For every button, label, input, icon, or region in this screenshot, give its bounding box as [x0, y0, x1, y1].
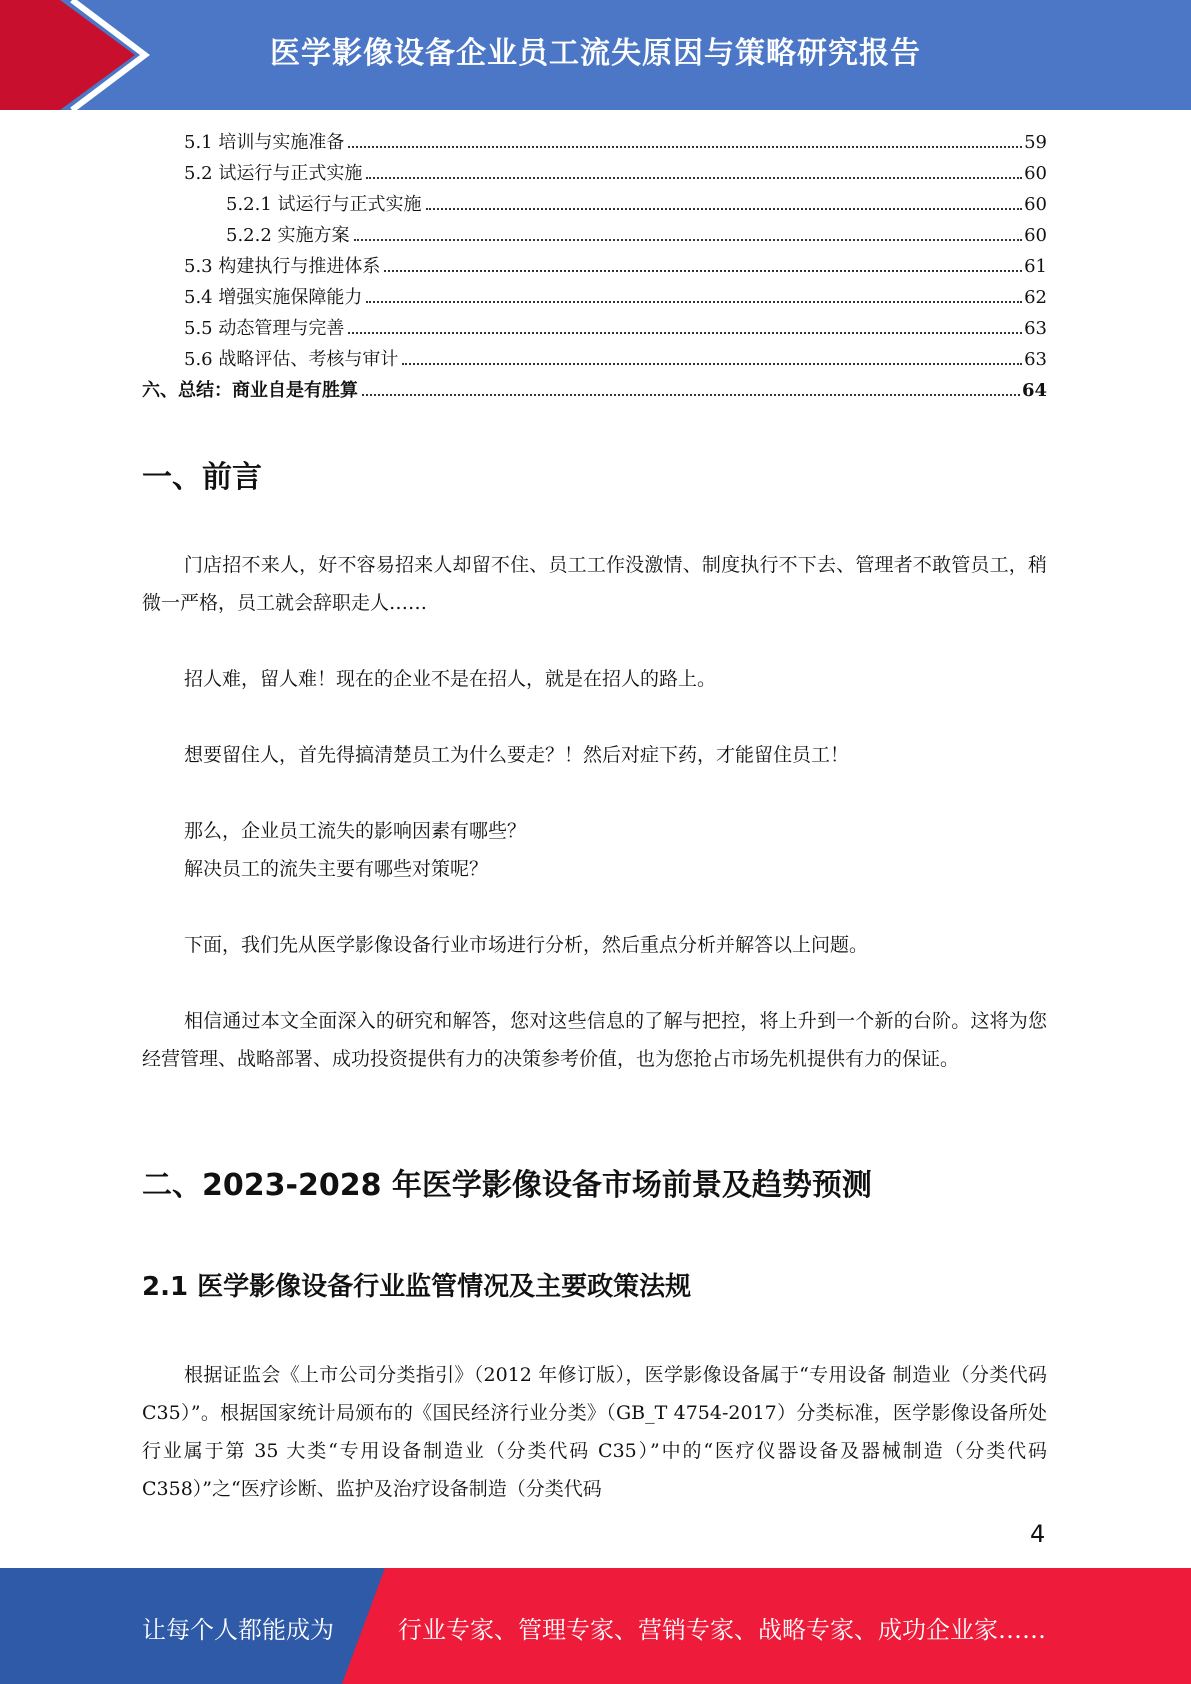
section-heading: 一、前言 — [142, 460, 262, 495]
table-of-contents — [142, 128, 1047, 407]
toc-entry[interactable]: 5.3 构建执行与推进体系 61 — [184, 256, 1047, 277]
page-number: 4 — [1030, 1520, 1046, 1548]
footer-slogan-right: 行业专家、管理专家、营销专家、战略专家、成功企业家…… — [398, 1616, 1046, 1644]
footer-slogan-left: 让每个人都能成为 — [142, 1616, 334, 1644]
toc-entry[interactable]: 5.6 战略评估、考核与审计 63 — [184, 349, 1047, 370]
section-heading: 二、2023-2028 年医学影像设备市场前景及趋势预测 — [142, 1168, 872, 1203]
paragraph: 相信通过本文全面深入的研究和解答，您对这些信息的了解与把控，将上升到一个新的台阶。这将为您经营管理、战略部署、成功投资提供有力的决策参考价值，也为您抢占市场先机提供有力的保证。 — [142, 1010, 1047, 1070]
toc-entry[interactable]: 5.2.1 试运行与正式实施 60 — [226, 194, 1047, 215]
toc-entry[interactable]: 六、总结：商业自是有胜算 64 — [142, 380, 1047, 401]
toc-entry[interactable]: 5.2 试运行与正式实施 60 — [184, 163, 1047, 184]
page-header — [0, 0, 1191, 110]
page-footer — [0, 1568, 1191, 1684]
header-arrow-decoration — [0, 0, 160, 110]
header-title: 医学影像设备企业员工流失原因与策略研究报告 — [270, 36, 921, 71]
paragraph: 想要留住人，首先得搞清楚员工为什么要走？！然后对症下药，才能留住员工！ — [184, 744, 850, 766]
paragraph: 招人难，留人难！现在的企业不是在招人，就是在招人的路上。 — [184, 668, 717, 690]
toc-entry[interactable]: 5.4 增强实施保障能力 62 — [184, 287, 1047, 308]
toc-entry[interactable]: 5.5 动态管理与完善 63 — [184, 318, 1047, 339]
toc-entry[interactable]: 5.2.2 实施方案 60 — [226, 225, 1047, 246]
paragraph: 解决员工的流失主要有哪些对策呢？ — [184, 858, 489, 880]
toc-entry[interactable]: 5.1 培训与实施准备 59 — [184, 132, 1047, 153]
subsection-heading: 2.1 医学影像设备行业监管情况及主要政策法规 — [142, 1272, 692, 1302]
paragraph: 门店招不来人，好不容易招来人却留不住、员工工作没激情、制度执行不下去、管理者不敢管员工，稍微一严格，员工就会辞职走人…… — [142, 554, 1047, 614]
paragraph: 下面，我们先从医学影像设备行业市场进行分析，然后重点分析并解答以上问题。 — [184, 934, 869, 956]
paragraph: 那么，企业员工流失的影响因素有哪些？ — [184, 820, 527, 842]
paragraph: 根据证监会《上市公司分类指引》（2012 年修订版），医学影像设备属于“专用设备 制造业（分类代码 C35）”。根据国家统计局颁布的《国民经济行业分类》（GB_T 4754-2017）分类标准，医学影像设备所处行业属于第 35 大类“专用设备制造业（分类代码 C35）”中的“医疗仪器设备及器械制造（分类代码 C358）”之“医疗诊断、监护及治疗设备制造（分类代码 — [142, 1364, 1047, 1500]
